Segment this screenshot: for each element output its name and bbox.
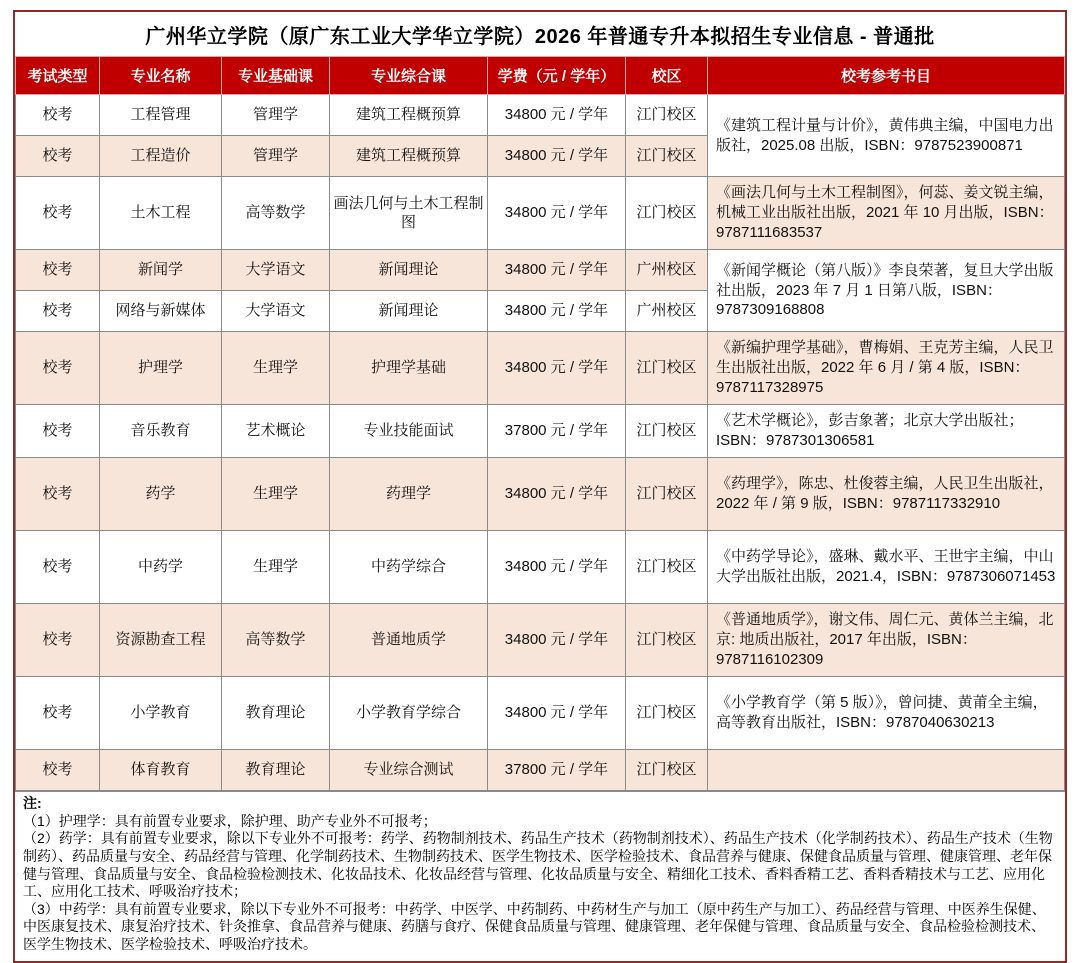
table-row xyxy=(16,531,1065,604)
cell-major: 小学教育 xyxy=(100,677,222,750)
cell-major: 资源勘查工程 xyxy=(100,604,222,677)
cell-tuition: 34800 元 / 学年 xyxy=(488,531,626,604)
cell-comprehensive-course: 新闻理论 xyxy=(330,291,488,332)
table-row xyxy=(16,405,1065,458)
notes-label: 注: xyxy=(23,795,42,811)
cell-major: 工程造价 xyxy=(100,136,222,177)
header-tuition: 学费（元 / 学年） xyxy=(488,57,626,95)
cell-exam-type: 校考 xyxy=(16,136,100,177)
cell-basic-course: 教育理论 xyxy=(222,677,330,750)
cell-comprehensive-course: 画法几何与土木工程制图 xyxy=(330,177,488,250)
cell-basic-course: 生理学 xyxy=(222,332,330,405)
cell-basic-course: 艺术概论 xyxy=(222,405,330,458)
cell-major: 网络与新媒体 xyxy=(100,291,222,332)
cell-tuition: 34800 元 / 学年 xyxy=(488,250,626,291)
table-row xyxy=(16,177,1065,250)
cell-basic-course: 大学语文 xyxy=(222,250,330,291)
cell-reference-book: 《中药学导论》，盛琳、戴水平、王世宇主编，中山大学出版社出版，2021.4，ISBN：9787306071453 xyxy=(708,531,1065,604)
table-row xyxy=(16,250,1065,291)
cell-reference-book: 《画法几何与土木工程制图》，何蕊、姜文锐主编，机械工业出版社出版，2021 年 10 月出版，ISBN：9787111683537 xyxy=(708,177,1065,250)
cell-basic-course: 大学语文 xyxy=(222,291,330,332)
cell-campus: 江门校区 xyxy=(626,95,708,136)
cell-basic-course: 生理学 xyxy=(222,531,330,604)
header-campus: 校区 xyxy=(626,57,708,95)
header-comprehensive-course: 专业综合课 xyxy=(330,57,488,95)
table-row xyxy=(16,677,1065,750)
cell-tuition: 34800 元 / 学年 xyxy=(488,604,626,677)
cell-exam-type: 校考 xyxy=(16,405,100,458)
cell-tuition: 34800 元 / 学年 xyxy=(488,95,626,136)
cell-exam-type: 校考 xyxy=(16,531,100,604)
cell-comprehensive-course: 普通地质学 xyxy=(330,604,488,677)
cell-comprehensive-course: 专业综合测试 xyxy=(330,750,488,791)
cell-campus: 广州校区 xyxy=(626,250,708,291)
table-row xyxy=(16,332,1065,405)
header-major: 专业名称 xyxy=(100,57,222,95)
cell-exam-type: 校考 xyxy=(16,291,100,332)
table-header-row xyxy=(16,57,1065,95)
cell-exam-type: 校考 xyxy=(16,750,100,791)
cell-reference-book: 《药理学》，陈忠、杜俊蓉主编，人民卫生出版社，2022 年 / 第 9 版，ISBN：9787117332910 xyxy=(708,458,1065,531)
cell-campus: 江门校区 xyxy=(626,177,708,250)
table-row xyxy=(16,458,1065,531)
table-row xyxy=(16,95,1065,136)
cell-tuition: 34800 元 / 学年 xyxy=(488,291,626,332)
cell-tuition: 34800 元 / 学年 xyxy=(488,677,626,750)
cell-comprehensive-course: 小学教育学综合 xyxy=(330,677,488,750)
page-title: 广州华立学院（原广东工业大学华立学院）2026 年普通专升本拟招生专业信息 - 普通批 xyxy=(145,26,935,48)
cell-tuition: 34800 元 / 学年 xyxy=(488,458,626,531)
cell-exam-type: 校考 xyxy=(16,250,100,291)
cell-campus: 广州校区 xyxy=(626,291,708,332)
cell-exam-type: 校考 xyxy=(16,332,100,405)
cell-major: 中药学 xyxy=(100,531,222,604)
header-exam-type: 考试类型 xyxy=(16,57,100,95)
cell-comprehensive-course: 护理学基础 xyxy=(330,332,488,405)
cell-tuition: 37800 元 / 学年 xyxy=(488,750,626,791)
table-row xyxy=(16,750,1065,791)
cell-major: 药学 xyxy=(100,458,222,531)
cell-basic-course: 管理学 xyxy=(222,95,330,136)
cell-tuition: 34800 元 / 学年 xyxy=(488,177,626,250)
note-item-1: （1）护理学：具有前置专业要求，除护理、助产专业外不可报考； xyxy=(23,812,437,829)
cell-basic-course: 高等数学 xyxy=(222,604,330,677)
note-item-3: （3）中药学：具有前置专业要求，除以下专业外不可报考：中药学、中医学、中药制药、中药材生产与加工（原中药生产与加工）、药品经营与管理、中医养生保健、中医康复技术、康复治疗技术、针灸推拿、食品营养与健康、药膳与食疗、保健食品质量与管理、健康管理、老年保健与管理、食品质量与安全、食品检验检测技术、医学生物技术、医学检验技术、呼吸治疗技术。 xyxy=(23,900,1046,952)
cell-campus: 江门校区 xyxy=(626,332,708,405)
cell-campus: 江门校区 xyxy=(626,405,708,458)
cell-campus: 江门校区 xyxy=(626,531,708,604)
cell-major: 工程管理 xyxy=(100,95,222,136)
cell-reference-book: 《小学教育学（第 5 版）》，曾问捷、黄莆全主编，高等教育出版社，ISBN：9787040630213 xyxy=(708,677,1065,750)
cell-tuition: 34800 元 / 学年 xyxy=(488,136,626,177)
cell-comprehensive-course: 建筑工程概预算 xyxy=(330,95,488,136)
cell-basic-course: 高等数学 xyxy=(222,177,330,250)
header-basic-course: 专业基础课 xyxy=(222,57,330,95)
cell-comprehensive-course: 中药学综合 xyxy=(330,531,488,604)
header-reference-books: 校考参考书目 xyxy=(708,57,1065,95)
cell-tuition: 37800 元 / 学年 xyxy=(488,405,626,458)
cell-exam-type: 校考 xyxy=(16,677,100,750)
cell-reference-book: 《新编护理学基础》，曹梅娟、王克芳主编，人民卫生出版社出版，2022 年 6 月 / 第 4 版，ISBN：9787117328975 xyxy=(708,332,1065,405)
admission-table xyxy=(15,56,1065,791)
cell-major: 音乐教育 xyxy=(100,405,222,458)
cell-exam-type: 校考 xyxy=(16,95,100,136)
cell-campus: 江门校区 xyxy=(626,136,708,177)
cell-reference-book: 《普通地质学》，谢文伟、周仁元、黄体兰主编，北京: 地质出版社，2017 年出版，ISBN：9787116102309 xyxy=(708,604,1065,677)
admission-info-panel xyxy=(13,10,1067,963)
cell-exam-type: 校考 xyxy=(16,177,100,250)
cell-comprehensive-course: 新闻理论 xyxy=(330,250,488,291)
cell-major: 土木工程 xyxy=(100,177,222,250)
cell-basic-course: 教育理论 xyxy=(222,750,330,791)
cell-major: 体育教育 xyxy=(100,750,222,791)
cell-exam-type: 校考 xyxy=(16,604,100,677)
cell-reference-book: 《建筑工程计量与计价》，黄伟典主编，中国电力出版社，2025.08 出版，ISBN：9787523900871 xyxy=(708,95,1065,177)
cell-basic-course: 生理学 xyxy=(222,458,330,531)
cell-basic-course: 管理学 xyxy=(222,136,330,177)
table-row xyxy=(16,604,1065,677)
cell-comprehensive-course: 建筑工程概预算 xyxy=(330,136,488,177)
cell-exam-type: 校考 xyxy=(16,458,100,531)
cell-reference-book: 《新闻学概论（第八版）》李良荣著，复旦大学出版社出版，2023 年 7 月 1 日第八版，ISBN：9787309168808 xyxy=(708,250,1065,332)
cell-comprehensive-course: 专业技能面试 xyxy=(330,405,488,458)
table-body xyxy=(16,95,1065,791)
note-item-2: （2）药学：具有前置专业要求，除以下专业外不可报考：药学、药物制剂技术、药品生产技术（药物制剂技术）、药品生产技术（化学制药技术）、药品生产技术（生物制药）、药品质量与安全、药品经营与管理、化学制药技术、生物制药技术、医学生物技术、医学检验技术、食品营养与健康、保健食品质量与管理、健康管理、老年保健与管理、食品质量与安全、食品检验检测技术、化妆品技术、化妆品经营与管理、化妆品质量与安全、精细化工技术、香料香精工艺、香料香精技术与工艺、应用化工、应用化工技术、呼吸治疗技术； xyxy=(23,830,1053,900)
cell-comprehensive-course: 药理学 xyxy=(330,458,488,531)
cell-major: 新闻学 xyxy=(100,250,222,291)
cell-major: 护理学 xyxy=(100,332,222,405)
cell-tuition: 34800 元 / 学年 xyxy=(488,332,626,405)
table-header xyxy=(16,57,1065,95)
cell-campus: 江门校区 xyxy=(626,677,708,750)
cell-reference-book xyxy=(708,750,1065,791)
cell-reference-book: 《艺术学概论》，彭吉象著；北京大学出版社；ISBN：9787301306581 xyxy=(708,405,1065,458)
cell-campus: 江门校区 xyxy=(626,750,708,791)
cell-campus: 江门校区 xyxy=(626,604,708,677)
cell-campus: 江门校区 xyxy=(626,458,708,531)
